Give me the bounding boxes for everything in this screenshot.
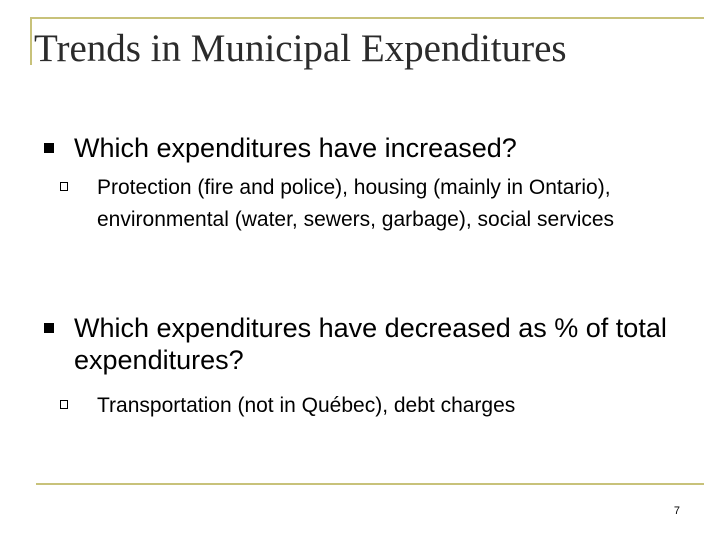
sub-bullet-2 [60,390,690,422]
bullet-1-text: Which expenditures have increased? [74,133,517,163]
page-number: 7 [673,505,680,517]
hollow-square-bullet-icon [60,182,68,191]
slide-title: Trends in Municipal Expenditures [34,27,567,70]
bullet-2 [44,312,684,376]
top-rule [30,17,704,19]
sub-bullet-2-text: Transportation (not in Québec), debt charges [97,394,516,417]
sub-bullet-1-text: Protection (fire and police), housing (mainly in Ontario), environmental (water, sewers, garbage), social services [97,176,615,231]
bullet-1 [44,132,684,164]
square-bullet-icon [44,323,54,333]
left-rule [30,17,32,65]
bullet-2-text: Which expenditures have decreased as % of total expenditures? [74,313,667,375]
square-bullet-icon [44,143,54,153]
sub-bullet-1 [60,172,690,236]
bottom-rule [36,483,704,485]
hollow-square-bullet-icon [60,400,68,409]
